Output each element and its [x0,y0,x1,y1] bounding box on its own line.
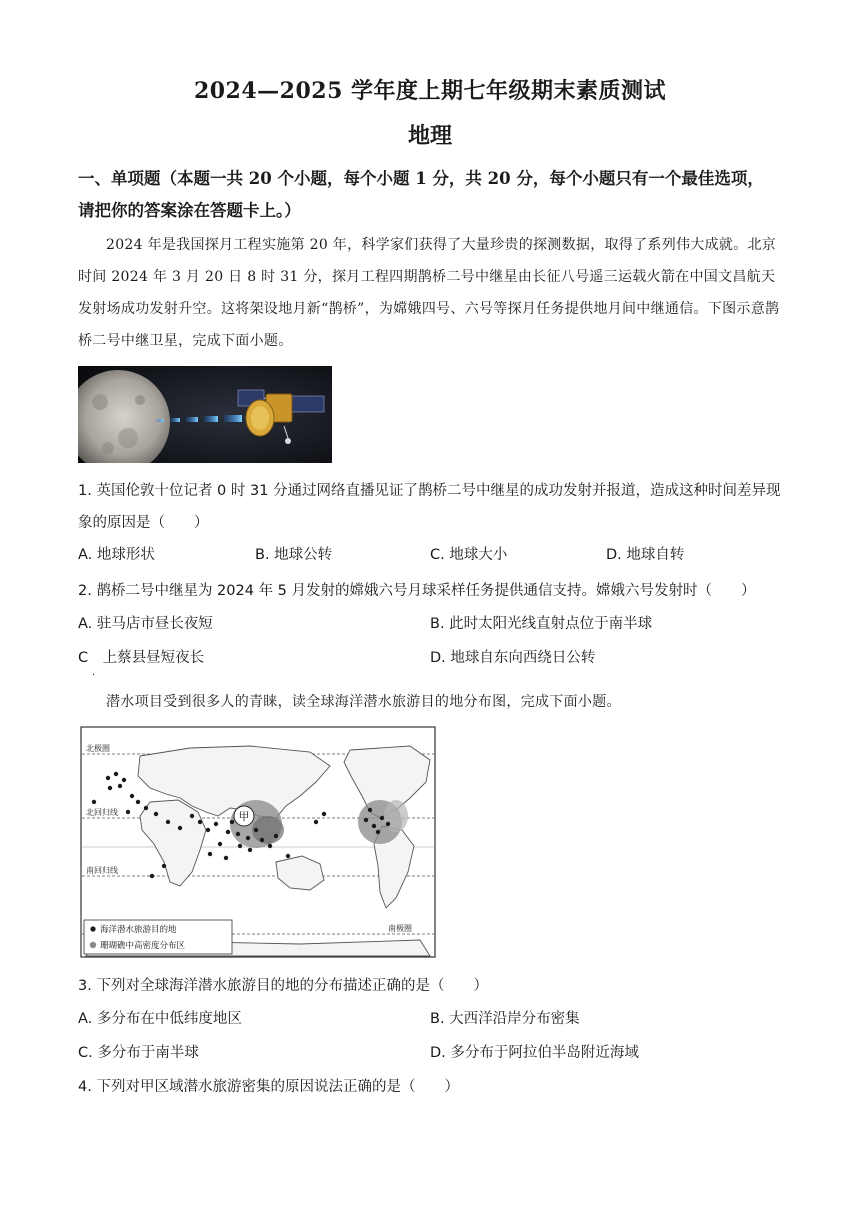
question-2-option-b[interactable]: B. 此时太阳光线直射点位于南半球 [430,616,653,632]
antarctic-circle-label: 南极圈 [388,924,412,933]
world-map [80,726,436,958]
tropic-cancer-label: 北回归线 [86,808,118,817]
region-jia-label: 甲 [238,810,250,823]
question-1-stem: 1. 英国伦敦十位记者 0 时 31 分通过网络直播见证了鹊桥二号中继星的成功发射并报道，造成这种时间差异现象的原因是（ ） [78,483,781,531]
legend-dive-site: 海洋潜水旅游目的地 [100,925,177,935]
satellite-illustration [78,366,332,463]
question-2-option-a[interactable]: A. 驻马店市昼长夜短 [78,616,213,632]
question-1-option-c[interactable]: C. 地球大小 [430,547,508,563]
legend-coral-zone: 珊瑚礁中高密度分布区 [100,941,186,951]
question-3-option-a[interactable]: A. 多分布在中低纬度地区 [78,1011,242,1027]
question-3-stem: 3. 下列对全球海洋潜水旅游目的地的分布描述正确的是（ ） [78,978,488,994]
question-1-option-b[interactable]: B. 地球公转 [255,547,333,563]
question-3-option-b[interactable]: B. 大西洋沿岸分布密集 [430,1011,580,1027]
diving-map-figure [80,726,436,958]
question-3-option-d[interactable]: D. 多分布于阿拉伯半岛附近海域 [430,1045,639,1061]
question-2-option-c[interactable]: C 上蔡县昼短夜长 [78,650,205,666]
section-heading: 一、单项题（本题一共 20 个小题，每个小题 1 分，共 20 分，每个小题只有一个最佳选项，请把你的答案涂在答题卡上。） [78,169,764,220]
question-2-option-d[interactable]: D. 地球自东向西绕日公转 [430,650,596,666]
tropic-capricorn-label: 南回归线 [86,866,118,875]
question-1-option-d[interactable]: D. 地球自转 [606,547,685,563]
dive-site-legend-icon [90,926,95,931]
subject-title: 地理 [407,123,452,149]
question-3-option-c[interactable]: C. 多分布于南半球 [78,1045,199,1061]
question-1-option-a[interactable]: A. 地球形状 [78,547,155,563]
coral-zone-legend-icon [90,942,96,948]
map-legend [84,920,232,954]
question-4-stem: 4. 下列对甲区域潜水旅游密集的原因说法正确的是（ ） [78,1079,459,1095]
relay-satellite-figure [78,366,332,463]
passage-diving: 潜水项目受到很多人的青睐，读全球海洋潜水旅游目的地分布图，完成下面小题。 [106,694,621,710]
stray-dot: · [92,670,96,681]
arctic-circle-label: 北极圈 [86,744,110,753]
passage-moon-relay: 2024 年是我国探月工程实施第 20 年，科学家们获得了大量珍贵的探测数据，取得了系列伟大成就。北京时间 2024 年 3 月 20 日 8 时 31 分，探月工程四期鹊桥二号中继星由长征八号遥三运载火箭在中国文昌航天发射场成功发射升空。这将架设地月新“鹊桥”，为嫦娥四号、六号等探月任务提供地月间中继通信。下图示意鹊桥二号中继卫星，完成下面小题。 [78,237,780,349]
exam-title: 2024—2025 学年度上期七年级期末素质测试 [193,78,667,104]
question-2-stem: 2. 鹊桥二号中继星为 2024 年 5 月发射的嫦娥六号月球采样任务提供通信支持。嫦娥六号发射时（ ） [78,583,756,599]
